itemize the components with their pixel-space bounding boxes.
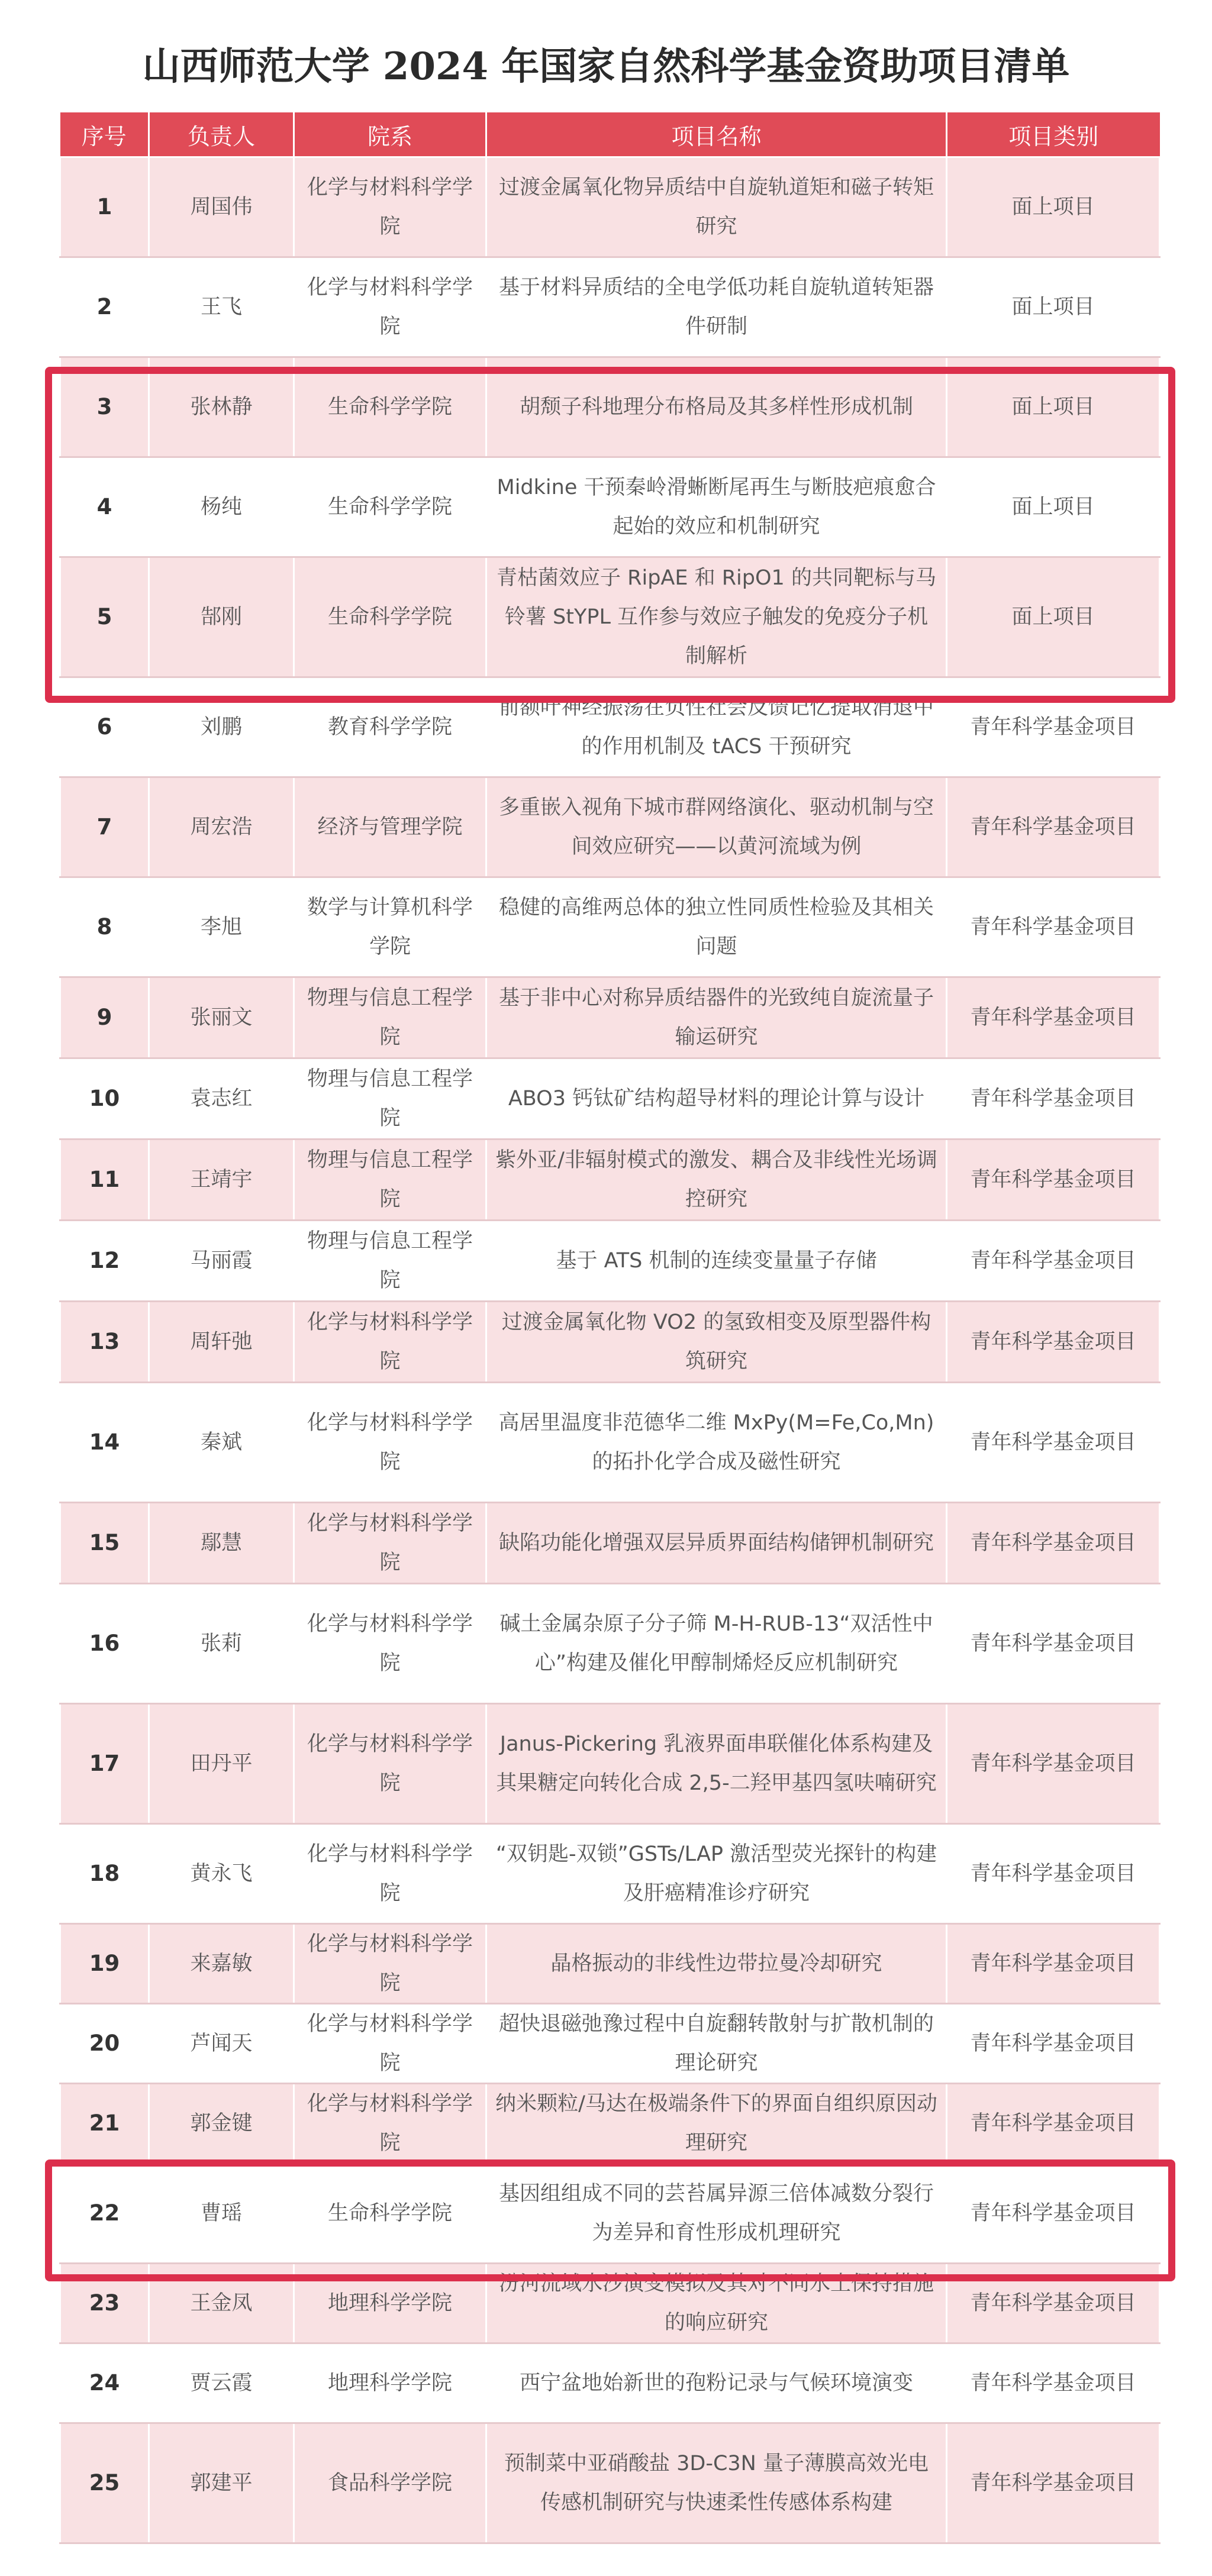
row-category: 青年科学基金项目 bbox=[947, 2164, 1160, 2264]
row-leader: 郜刚 bbox=[149, 557, 294, 677]
table-row bbox=[60, 1058, 1160, 1139]
row-project-name: 碱土金属杂原子分子筛 M-H-RUB-13“双活性中心”构建及催化甲醇制烯烃反应机制研究 bbox=[486, 1584, 947, 1704]
row-category: 青年科学基金项目 bbox=[947, 1139, 1160, 1221]
row-project-name: 西宁盆地始新世的孢粉记录与气候环境演变 bbox=[486, 2343, 947, 2423]
row-department: 化学与材料科学学院 bbox=[294, 157, 486, 257]
row-category: 青年科学基金项目 bbox=[947, 877, 1160, 977]
page-title: 山西师范大学 2024 年国家自然科学基金资助项目清单 bbox=[142, 44, 1070, 89]
row-number: 18 bbox=[60, 1824, 149, 1924]
row-number: 20 bbox=[60, 2004, 149, 2084]
row-department: 生命科学学院 bbox=[294, 557, 486, 677]
row-number: 1 bbox=[60, 157, 149, 257]
row-project-name: ABO3 钙钛矿结构超导材料的理论计算与设计 bbox=[486, 1058, 947, 1139]
row-leader: 曹瑶 bbox=[149, 2164, 294, 2264]
row-leader: 刘鹏 bbox=[149, 677, 294, 777]
row-category: 面上项目 bbox=[947, 257, 1160, 357]
table-row bbox=[60, 1924, 1160, 2004]
row-number: 11 bbox=[60, 1139, 149, 1221]
col-header-category: 项目类别 bbox=[947, 112, 1160, 157]
row-project-name: Midkine 干预秦岭滑蜥断尾再生与断肢疤痕愈合起始的效应和机制研究 bbox=[486, 457, 947, 557]
row-category: 面上项目 bbox=[947, 457, 1160, 557]
table-row bbox=[60, 2164, 1160, 2264]
row-number: 19 bbox=[60, 1924, 149, 2004]
row-department: 物理与信息工程学院 bbox=[294, 1221, 486, 1302]
row-category: 青年科学基金项目 bbox=[947, 1924, 1160, 2004]
row-number: 9 bbox=[60, 977, 149, 1058]
row-department: 地理科学学院 bbox=[294, 2264, 486, 2343]
row-department: 化学与材料科学学院 bbox=[294, 1302, 486, 1383]
row-number: 4 bbox=[60, 457, 149, 557]
row-number: 6 bbox=[60, 677, 149, 777]
row-department: 化学与材料科学学院 bbox=[294, 1383, 486, 1503]
row-leader: 袁志红 bbox=[149, 1058, 294, 1139]
row-project-name: 晶格振动的非线性边带拉曼冷却研究 bbox=[486, 1924, 947, 2004]
row-number: 17 bbox=[60, 1704, 149, 1824]
table-row bbox=[60, 2264, 1160, 2343]
row-category: 青年科学基金项目 bbox=[947, 1704, 1160, 1824]
row-project-name: 高居里温度非范德华二维 MxPy(M=Fe,Co,Mn)的拓扑化学合成及磁性研究 bbox=[486, 1383, 947, 1503]
col-header-department: 院系 bbox=[294, 112, 486, 157]
row-department: 化学与材料科学学院 bbox=[294, 257, 486, 357]
table-row bbox=[60, 877, 1160, 977]
row-department: 化学与材料科学学院 bbox=[294, 1824, 486, 1924]
table-row bbox=[60, 1584, 1160, 1704]
row-project-name: 预制菜中亚硝酸盐 3D-C3N 量子薄膜高效光电传感机制研究与快速柔性传感体系构建 bbox=[486, 2423, 947, 2543]
row-project-name: 多重嵌入视角下城市群网络演化、驱动机制与空间效应研究——以黄河流域为例 bbox=[486, 777, 947, 877]
row-project-name: 过渡金属氧化物异质结中自旋轨道矩和磁子转矩研究 bbox=[486, 157, 947, 257]
row-project-name: 稳健的高维两总体的独立性同质性检验及其相关问题 bbox=[486, 877, 947, 977]
table-header-row bbox=[60, 112, 1160, 157]
table-row bbox=[60, 557, 1160, 677]
row-leader: 黄永飞 bbox=[149, 1824, 294, 1924]
row-department: 物理与信息工程学院 bbox=[294, 1139, 486, 1221]
row-leader: 鄢慧 bbox=[149, 1503, 294, 1584]
row-department: 物理与信息工程学院 bbox=[294, 977, 486, 1058]
row-category: 青年科学基金项目 bbox=[947, 1221, 1160, 1302]
row-department: 经济与管理学院 bbox=[294, 777, 486, 877]
row-leader: 王金凤 bbox=[149, 2264, 294, 2343]
row-project-name: Janus-Pickering 乳液界面串联催化体系构建及其果糖定向转化合成 2,5-二羟甲基四氢呋喃研究 bbox=[486, 1704, 947, 1824]
row-department: 数学与计算机科学学院 bbox=[294, 877, 486, 977]
row-leader: 周轩弛 bbox=[149, 1302, 294, 1383]
table-row bbox=[60, 1503, 1160, 1584]
row-department: 化学与材料科学学院 bbox=[294, 1704, 486, 1824]
row-number: 21 bbox=[60, 2084, 149, 2164]
row-leader: 田丹平 bbox=[149, 1704, 294, 1824]
row-project-name: 基于材料异质结的全电学低功耗自旋轨道转矩器件研制 bbox=[486, 257, 947, 357]
row-department: 地理科学学院 bbox=[294, 2343, 486, 2423]
table-row bbox=[60, 1139, 1160, 1221]
row-number: 2 bbox=[60, 257, 149, 357]
row-project-name: 基因组组成不同的芸苔属异源三倍体减数分裂行为差异和育性形成机理研究 bbox=[486, 2164, 947, 2264]
row-project-name: 胡颓子科地理分布格局及其多样性形成机制 bbox=[486, 357, 947, 457]
row-category: 青年科学基金项目 bbox=[947, 977, 1160, 1058]
row-number: 16 bbox=[60, 1584, 149, 1704]
table-row bbox=[60, 1302, 1160, 1383]
table-row bbox=[60, 2343, 1160, 2423]
table-row bbox=[60, 1383, 1160, 1503]
row-number: 10 bbox=[60, 1058, 149, 1139]
row-category: 青年科学基金项目 bbox=[947, 1058, 1160, 1139]
row-leader: 张丽文 bbox=[149, 977, 294, 1058]
row-department: 化学与材料科学学院 bbox=[294, 2084, 486, 2164]
col-header-leader: 负责人 bbox=[149, 112, 294, 157]
row-project-name: 前额叶神经振荡在负性社会反馈记忆提取消退中的作用机制及 tACS 干预研究 bbox=[486, 677, 947, 777]
table-row bbox=[60, 257, 1160, 357]
row-leader: 王靖宇 bbox=[149, 1139, 294, 1221]
row-category: 青年科学基金项目 bbox=[947, 777, 1160, 877]
table-row bbox=[60, 1221, 1160, 1302]
row-number: 12 bbox=[60, 1221, 149, 1302]
row-department: 生命科学学院 bbox=[294, 457, 486, 557]
row-category: 面上项目 bbox=[947, 157, 1160, 257]
table-row bbox=[60, 777, 1160, 877]
row-department: 化学与材料科学学院 bbox=[294, 2004, 486, 2084]
row-project-name: “双钥匙-双锁”GSTs/LAP 激活型荧光探针的构建及肝癌精准诊疗研究 bbox=[486, 1824, 947, 1924]
table-row bbox=[60, 157, 1160, 257]
row-leader: 贾云霞 bbox=[149, 2343, 294, 2423]
row-department: 生命科学学院 bbox=[294, 357, 486, 457]
row-number: 3 bbox=[60, 357, 149, 457]
row-category: 青年科学基金项目 bbox=[947, 2423, 1160, 2543]
row-leader: 马丽霞 bbox=[149, 1221, 294, 1302]
row-category: 青年科学基金项目 bbox=[947, 677, 1160, 777]
row-number: 5 bbox=[60, 557, 149, 677]
table-row bbox=[60, 2084, 1160, 2164]
row-category: 青年科学基金项目 bbox=[947, 1584, 1160, 1704]
row-category: 青年科学基金项目 bbox=[947, 2343, 1160, 2423]
col-header-number: 序号 bbox=[60, 112, 149, 157]
table-row bbox=[60, 1704, 1160, 1824]
row-leader: 张莉 bbox=[149, 1584, 294, 1704]
row-number: 8 bbox=[60, 877, 149, 977]
row-category: 青年科学基金项目 bbox=[947, 1383, 1160, 1503]
row-leader: 郭金键 bbox=[149, 2084, 294, 2164]
table-row bbox=[60, 977, 1160, 1058]
row-project-name: 过渡金属氧化物 VO2 的氢致相变及原型器件构筑研究 bbox=[486, 1302, 947, 1383]
row-department: 教育科学学院 bbox=[294, 677, 486, 777]
row-department: 生命科学学院 bbox=[294, 2164, 486, 2264]
row-category: 青年科学基金项目 bbox=[947, 2004, 1160, 2084]
col-header-project: 项目名称 bbox=[486, 112, 947, 157]
row-category: 青年科学基金项目 bbox=[947, 2264, 1160, 2343]
row-category: 青年科学基金项目 bbox=[947, 1302, 1160, 1383]
row-number: 22 bbox=[60, 2164, 149, 2264]
row-project-name: 青枯菌效应子 RipAE 和 RipO1 的共同靶标与马铃薯 StYPL 互作参与效应子触发的免疫分子机制解析 bbox=[486, 557, 947, 677]
row-category: 青年科学基金项目 bbox=[947, 1503, 1160, 1584]
row-department: 化学与材料科学学院 bbox=[294, 1584, 486, 1704]
table-row bbox=[60, 2004, 1160, 2084]
row-category: 青年科学基金项目 bbox=[947, 1824, 1160, 1924]
row-number: 14 bbox=[60, 1383, 149, 1503]
row-number: 15 bbox=[60, 1503, 149, 1584]
table-row bbox=[60, 677, 1160, 777]
row-leader: 郭建平 bbox=[149, 2423, 294, 2543]
row-leader: 来嘉敏 bbox=[149, 1924, 294, 2004]
table-row bbox=[60, 457, 1160, 557]
row-category: 青年科学基金项目 bbox=[947, 2084, 1160, 2164]
row-leader: 王飞 bbox=[149, 257, 294, 357]
row-project-name: 超快退磁弛豫过程中自旋翻转散射与扩散机制的理论研究 bbox=[486, 2004, 947, 2084]
table-row bbox=[60, 2423, 1160, 2543]
row-number: 7 bbox=[60, 777, 149, 877]
row-department: 化学与材料科学学院 bbox=[294, 1503, 486, 1584]
row-project-name: 缺陷功能化增强双层异质界面结构储钾机制研究 bbox=[486, 1503, 947, 1584]
funding-table bbox=[59, 112, 1161, 2544]
row-leader: 杨纯 bbox=[149, 457, 294, 557]
row-department: 食品科学学院 bbox=[294, 2423, 486, 2543]
table-row bbox=[60, 357, 1160, 457]
row-leader: 张林静 bbox=[149, 357, 294, 457]
row-number: 23 bbox=[60, 2264, 149, 2343]
row-department: 化学与材料科学学院 bbox=[294, 1924, 486, 2004]
row-number: 24 bbox=[60, 2343, 149, 2423]
row-project-name: 纳米颗粒/马达在极端条件下的界面自组织原因动理研究 bbox=[486, 2084, 947, 2164]
row-leader: 芦闻天 bbox=[149, 2004, 294, 2084]
row-number: 13 bbox=[60, 1302, 149, 1383]
row-number: 25 bbox=[60, 2423, 149, 2543]
row-project-name: 紫外亚/非辐射模式的激发、耦合及非线性光场调控研究 bbox=[486, 1139, 947, 1221]
row-leader: 李旭 bbox=[149, 877, 294, 977]
row-leader: 周宏浩 bbox=[149, 777, 294, 877]
row-leader: 周国伟 bbox=[149, 157, 294, 257]
row-project-name: 基于非中心对称异质结器件的光致纯自旋流量子输运研究 bbox=[486, 977, 947, 1058]
row-project-name: 汾河流域水沙演变模拟及其对不同水土保持措施的响应研究 bbox=[486, 2264, 947, 2343]
row-project-name: 基于 ATS 机制的连续变量量子存储 bbox=[486, 1221, 947, 1302]
row-department: 物理与信息工程学院 bbox=[294, 1058, 486, 1139]
row-category: 面上项目 bbox=[947, 557, 1160, 677]
row-category: 面上项目 bbox=[947, 357, 1160, 457]
row-leader: 秦斌 bbox=[149, 1383, 294, 1503]
table-row bbox=[60, 1824, 1160, 1924]
